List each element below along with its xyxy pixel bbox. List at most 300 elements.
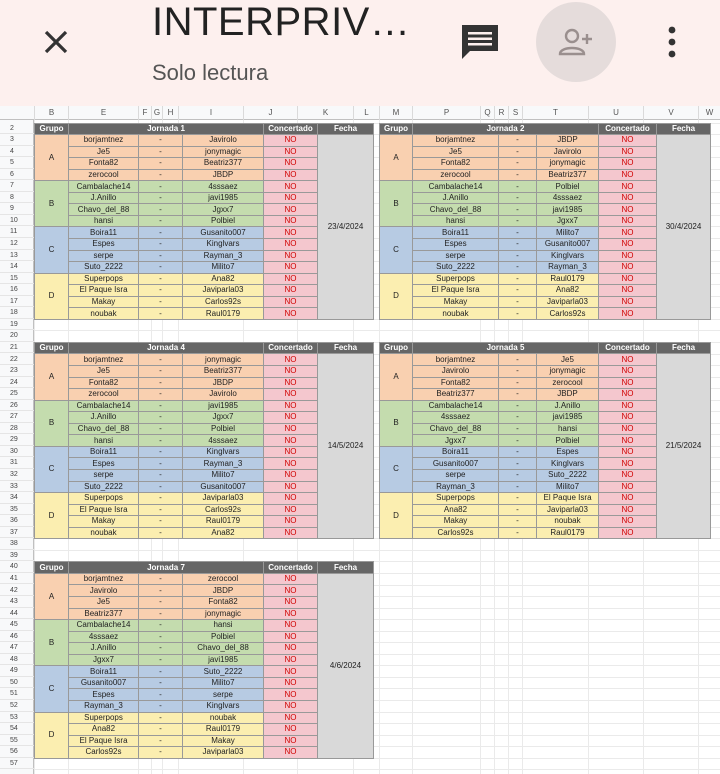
away-player[interactable]: javi1985: [537, 412, 599, 424]
away-player[interactable]: Jgxx7: [537, 215, 599, 227]
row-header[interactable]: 40: [0, 561, 34, 573]
home-player[interactable]: Chavo_del_88: [69, 423, 139, 435]
concertado-cell[interactable]: NO: [599, 135, 657, 147]
separator[interactable]: -: [139, 620, 183, 632]
home-player[interactable]: zerocool: [69, 169, 139, 181]
column-header[interactable]: I: [178, 106, 243, 120]
concertado-cell[interactable]: NO: [264, 747, 318, 759]
concertado-cell[interactable]: NO: [599, 469, 657, 481]
column-header[interactable]: M: [379, 106, 412, 120]
home-player[interactable]: Jgxx7: [69, 654, 139, 666]
away-player[interactable]: jonymagic: [183, 608, 264, 620]
concertado-cell[interactable]: NO: [599, 285, 657, 297]
concertado-cell[interactable]: NO: [599, 158, 657, 170]
separator[interactable]: -: [499, 400, 537, 412]
away-player[interactable]: Je5: [537, 354, 599, 366]
separator[interactable]: -: [139, 285, 183, 297]
concertado-cell[interactable]: NO: [264, 423, 318, 435]
home-player[interactable]: serpe: [69, 469, 139, 481]
row-header[interactable]: 15: [0, 273, 34, 285]
away-player[interactable]: zerocool: [183, 573, 264, 585]
separator[interactable]: -: [499, 423, 537, 435]
separator[interactable]: -: [499, 377, 537, 389]
concertado-cell[interactable]: NO: [264, 493, 318, 505]
separator[interactable]: -: [499, 215, 537, 227]
home-player[interactable]: borjamtnez: [413, 135, 499, 147]
row-header[interactable]: 22: [0, 354, 34, 366]
concertado-cell[interactable]: NO: [264, 308, 318, 320]
away-player[interactable]: Makay: [183, 735, 264, 747]
home-player[interactable]: El Paque Isra: [413, 285, 499, 297]
concertado-cell[interactable]: NO: [599, 296, 657, 308]
away-player[interactable]: zerocool: [537, 377, 599, 389]
concertado-cell[interactable]: NO: [264, 469, 318, 481]
home-player[interactable]: J.Anillo: [69, 412, 139, 424]
concertado-cell[interactable]: NO: [264, 146, 318, 158]
home-player[interactable]: Gusanito007: [413, 458, 499, 470]
concertado-cell[interactable]: NO: [264, 631, 318, 643]
home-player[interactable]: J.Anillo: [413, 192, 499, 204]
concertado-cell[interactable]: NO: [264, 377, 318, 389]
separator[interactable]: -: [139, 481, 183, 493]
group-label[interactable]: A: [35, 354, 69, 400]
separator[interactable]: -: [139, 204, 183, 216]
home-player[interactable]: noubak: [69, 527, 139, 539]
home-player[interactable]: Je5: [69, 597, 139, 609]
home-player[interactable]: Cambalache14: [69, 620, 139, 632]
away-player[interactable]: jonymagic: [537, 366, 599, 378]
away-player[interactable]: Kinglvars: [183, 700, 264, 712]
row-header[interactable]: 57: [0, 758, 34, 770]
separator[interactable]: -: [139, 181, 183, 193]
home-player[interactable]: Chavo_del_88: [69, 204, 139, 216]
concertado-cell[interactable]: NO: [264, 654, 318, 666]
separator[interactable]: -: [139, 296, 183, 308]
away-player[interactable]: El Paque Isra: [537, 493, 599, 505]
row-header[interactable]: 9: [0, 203, 34, 215]
concertado-cell[interactable]: NO: [264, 215, 318, 227]
row-header[interactable]: 4: [0, 146, 34, 158]
concertado-cell[interactable]: NO: [599, 238, 657, 250]
home-player[interactable]: Jgxx7: [413, 435, 499, 447]
concertado-cell[interactable]: NO: [264, 643, 318, 655]
row-header[interactable]: 29: [0, 434, 34, 446]
home-player[interactable]: Fonta82: [413, 158, 499, 170]
home-player[interactable]: Suto_2222: [69, 262, 139, 274]
concertado-cell[interactable]: NO: [264, 504, 318, 516]
row-header[interactable]: 25: [0, 388, 34, 400]
home-player[interactable]: Rayman_3: [69, 700, 139, 712]
separator[interactable]: -: [499, 435, 537, 447]
column-header[interactable]: P: [412, 106, 480, 120]
separator[interactable]: -: [499, 412, 537, 424]
row-header[interactable]: 47: [0, 642, 34, 654]
row-header[interactable]: 2: [0, 123, 34, 135]
row-header[interactable]: 53: [0, 712, 34, 724]
separator[interactable]: -: [139, 377, 183, 389]
home-player[interactable]: hansi: [413, 215, 499, 227]
home-player[interactable]: Superpops: [413, 273, 499, 285]
concertado-cell[interactable]: NO: [264, 389, 318, 401]
away-player[interactable]: Fonta82: [183, 597, 264, 609]
separator[interactable]: -: [139, 631, 183, 643]
home-player[interactable]: Je5: [413, 146, 499, 158]
jornada-title[interactable]: Jornada 7: [69, 562, 264, 574]
home-player[interactable]: Superpops: [413, 493, 499, 505]
home-player[interactable]: Boira11: [69, 666, 139, 678]
home-player[interactable]: 4sssaez: [69, 631, 139, 643]
away-player[interactable]: Javirolo: [537, 146, 599, 158]
row-header[interactable]: 16: [0, 284, 34, 296]
home-player[interactable]: Beatriz377: [413, 389, 499, 401]
separator[interactable]: -: [139, 504, 183, 516]
concertado-cell[interactable]: NO: [264, 597, 318, 609]
row-header[interactable]: 10: [0, 215, 34, 227]
column-header[interactable]: J: [243, 106, 297, 120]
column-header[interactable]: G: [151, 106, 162, 120]
concertado-header[interactable]: Concertado: [264, 123, 318, 135]
away-player[interactable]: hansi: [537, 423, 599, 435]
home-player[interactable]: hansi: [69, 215, 139, 227]
separator[interactable]: -: [499, 458, 537, 470]
away-player[interactable]: Raul0179: [183, 516, 264, 528]
column-header[interactable]: Q: [480, 106, 494, 120]
away-player[interactable]: 4sssaez: [537, 192, 599, 204]
row-header[interactable]: 31: [0, 457, 34, 469]
home-player[interactable]: zerocool: [413, 169, 499, 181]
away-player[interactable]: Javiparla03: [183, 493, 264, 505]
separator[interactable]: -: [139, 227, 183, 239]
concertado-cell[interactable]: NO: [264, 585, 318, 597]
group-label[interactable]: A: [380, 354, 413, 400]
row-header[interactable]: 33: [0, 481, 34, 493]
separator[interactable]: -: [139, 389, 183, 401]
away-player[interactable]: serpe: [183, 689, 264, 701]
home-player[interactable]: Espes: [69, 238, 139, 250]
concertado-cell[interactable]: NO: [264, 724, 318, 736]
home-player[interactable]: Beatriz377: [69, 608, 139, 620]
row-header[interactable]: 14: [0, 261, 34, 273]
concertado-cell[interactable]: NO: [599, 504, 657, 516]
home-player[interactable]: Boira11: [69, 446, 139, 458]
away-player[interactable]: Suto_2222: [183, 666, 264, 678]
away-player[interactable]: J.Anillo: [537, 400, 599, 412]
row-header[interactable]: 41: [0, 573, 34, 585]
concertado-cell[interactable]: NO: [264, 192, 318, 204]
separator[interactable]: -: [139, 435, 183, 447]
concertado-cell[interactable]: NO: [264, 296, 318, 308]
fecha-header[interactable]: Fecha: [318, 342, 374, 354]
concertado-cell[interactable]: NO: [599, 423, 657, 435]
away-player[interactable]: Kinglvars: [537, 458, 599, 470]
group-label[interactable]: C: [35, 446, 69, 492]
separator[interactable]: -: [499, 354, 537, 366]
separator[interactable]: -: [499, 446, 537, 458]
concertado-cell[interactable]: NO: [599, 458, 657, 470]
separator[interactable]: -: [499, 493, 537, 505]
away-player[interactable]: jonymagic: [183, 354, 264, 366]
concertado-cell[interactable]: NO: [599, 366, 657, 378]
grupo-header[interactable]: Grupo: [380, 342, 413, 354]
separator[interactable]: -: [499, 238, 537, 250]
concertado-cell[interactable]: NO: [264, 238, 318, 250]
home-player[interactable]: borjamtnez: [69, 573, 139, 585]
row-header[interactable]: 12: [0, 238, 34, 250]
home-player[interactable]: Makay: [413, 516, 499, 528]
group-label[interactable]: B: [35, 620, 69, 666]
away-player[interactable]: Carlos92s: [183, 504, 264, 516]
concertado-cell[interactable]: NO: [599, 273, 657, 285]
away-player[interactable]: Raul0179: [183, 724, 264, 736]
home-player[interactable]: Javirolo: [413, 366, 499, 378]
away-player[interactable]: Milito7: [537, 481, 599, 493]
away-player[interactable]: Milito7: [537, 227, 599, 239]
separator[interactable]: -: [139, 677, 183, 689]
row-header[interactable]: 24: [0, 377, 34, 389]
concertado-cell[interactable]: NO: [264, 181, 318, 193]
home-player[interactable]: borjamtnez: [413, 354, 499, 366]
home-player[interactable]: noubak: [413, 308, 499, 320]
away-player[interactable]: Javiparla03: [537, 504, 599, 516]
concertado-cell[interactable]: NO: [599, 308, 657, 320]
row-header[interactable]: 5: [0, 157, 34, 169]
group-label[interactable]: C: [35, 227, 69, 273]
home-player[interactable]: Suto_2222: [413, 262, 499, 274]
jornada-title[interactable]: Jornada 1: [69, 123, 264, 135]
away-player[interactable]: Ana82: [183, 527, 264, 539]
home-player[interactable]: borjamtnez: [69, 354, 139, 366]
home-player[interactable]: El Paque Isra: [69, 285, 139, 297]
row-header[interactable]: 28: [0, 423, 34, 435]
home-player[interactable]: Ana82: [413, 504, 499, 516]
separator[interactable]: -: [499, 181, 537, 193]
row-header[interactable]: 51: [0, 688, 34, 700]
away-player[interactable]: Gusanito007: [183, 227, 264, 239]
group-label[interactable]: D: [35, 712, 69, 758]
away-player[interactable]: Beatriz377: [183, 158, 264, 170]
row-header[interactable]: 56: [0, 746, 34, 758]
away-player[interactable]: Ana82: [537, 285, 599, 297]
row-header[interactable]: 6: [0, 169, 34, 181]
concertado-cell[interactable]: NO: [599, 204, 657, 216]
home-player[interactable]: Je5: [69, 146, 139, 158]
grupo-header[interactable]: Grupo: [35, 342, 69, 354]
jornada-title[interactable]: Jornada 2: [413, 123, 599, 135]
separator[interactable]: -: [499, 504, 537, 516]
group-label[interactable]: D: [380, 493, 413, 539]
away-player[interactable]: Raul0179: [537, 527, 599, 539]
row-header[interactable]: 30: [0, 446, 34, 458]
row-header[interactable]: 32: [0, 469, 34, 481]
concertado-cell[interactable]: NO: [599, 481, 657, 493]
column-header[interactable]: H: [162, 106, 178, 120]
group-label[interactable]: A: [35, 135, 69, 181]
concertado-cell[interactable]: NO: [599, 516, 657, 528]
away-player[interactable]: JBDP: [537, 135, 599, 147]
group-label[interactable]: D: [380, 273, 413, 319]
away-player[interactable]: Suto_2222: [537, 469, 599, 481]
column-header[interactable]: K: [297, 106, 353, 120]
concertado-cell[interactable]: NO: [264, 135, 318, 147]
concertado-cell[interactable]: NO: [599, 227, 657, 239]
concertado-cell[interactable]: NO: [264, 285, 318, 297]
home-player[interactable]: Boira11: [413, 227, 499, 239]
away-player[interactable]: Jgxx7: [183, 204, 264, 216]
home-player[interactable]: Fonta82: [69, 158, 139, 170]
separator[interactable]: -: [139, 493, 183, 505]
concertado-cell[interactable]: NO: [599, 389, 657, 401]
separator[interactable]: -: [139, 469, 183, 481]
column-header[interactable]: R: [494, 106, 508, 120]
separator[interactable]: -: [499, 273, 537, 285]
away-player[interactable]: Polbiel: [537, 181, 599, 193]
separator[interactable]: -: [139, 585, 183, 597]
group-label[interactable]: C: [380, 446, 413, 492]
concertado-cell[interactable]: NO: [264, 608, 318, 620]
away-player[interactable]: Milito7: [183, 262, 264, 274]
away-player[interactable]: Jgxx7: [183, 412, 264, 424]
row-header[interactable]: 19: [0, 319, 34, 331]
concertado-cell[interactable]: NO: [264, 250, 318, 262]
column-header[interactable]: S: [508, 106, 522, 120]
away-player[interactable]: Rayman_3: [537, 262, 599, 274]
concertado-cell[interactable]: NO: [264, 366, 318, 378]
home-player[interactable]: Gusanito007: [69, 677, 139, 689]
away-player[interactable]: Chavo_del_88: [183, 643, 264, 655]
separator[interactable]: -: [499, 527, 537, 539]
away-player[interactable]: jonymagic: [183, 146, 264, 158]
concertado-cell[interactable]: NO: [264, 689, 318, 701]
concertado-header[interactable]: Concertado: [264, 342, 318, 354]
separator[interactable]: -: [139, 446, 183, 458]
fecha-cell[interactable]: 4/6/2024: [318, 573, 374, 758]
column-header[interactable]: F: [138, 106, 151, 120]
row-header[interactable]: 49: [0, 665, 34, 677]
separator[interactable]: -: [139, 654, 183, 666]
row-header[interactable]: 46: [0, 631, 34, 643]
comments-button[interactable]: [458, 22, 502, 62]
row-header[interactable]: 11: [0, 226, 34, 238]
concertado-cell[interactable]: NO: [264, 169, 318, 181]
away-player[interactable]: javi1985: [183, 654, 264, 666]
separator[interactable]: -: [139, 608, 183, 620]
separator[interactable]: -: [139, 238, 183, 250]
separator[interactable]: -: [139, 354, 183, 366]
fecha-header[interactable]: Fecha: [318, 123, 374, 135]
home-player[interactable]: J.Anillo: [69, 643, 139, 655]
column-header[interactable]: U: [588, 106, 643, 120]
away-player[interactable]: Carlos92s: [537, 308, 599, 320]
row-header[interactable]: 18: [0, 307, 34, 319]
row-header[interactable]: 13: [0, 250, 34, 262]
concertado-cell[interactable]: NO: [264, 446, 318, 458]
away-player[interactable]: Kinglvars: [183, 238, 264, 250]
row-header[interactable]: 43: [0, 596, 34, 608]
home-player[interactable]: Superpops: [69, 712, 139, 724]
concertado-cell[interactable]: NO: [264, 620, 318, 632]
away-player[interactable]: noubak: [537, 516, 599, 528]
separator[interactable]: -: [139, 215, 183, 227]
separator[interactable]: -: [139, 192, 183, 204]
concertado-cell[interactable]: NO: [264, 158, 318, 170]
separator[interactable]: -: [499, 516, 537, 528]
spreadsheet-grid[interactable]: [0, 106, 720, 774]
separator[interactable]: -: [139, 747, 183, 759]
concertado-cell[interactable]: NO: [599, 493, 657, 505]
home-player[interactable]: Boira11: [413, 446, 499, 458]
away-player[interactable]: jonymagic: [537, 158, 599, 170]
home-player[interactable]: Chavo_del_88: [413, 423, 499, 435]
row-header[interactable]: 37: [0, 527, 34, 539]
home-player[interactable]: Makay: [413, 296, 499, 308]
row-header[interactable]: 21: [0, 342, 34, 354]
row-header[interactable]: 55: [0, 735, 34, 747]
separator[interactable]: -: [139, 527, 183, 539]
home-player[interactable]: Makay: [69, 296, 139, 308]
separator[interactable]: -: [499, 481, 537, 493]
row-header[interactable]: 54: [0, 723, 34, 735]
concertado-cell[interactable]: NO: [264, 354, 318, 366]
separator[interactable]: -: [139, 250, 183, 262]
concertado-cell[interactable]: NO: [599, 215, 657, 227]
home-player[interactable]: Cambalache14: [69, 400, 139, 412]
group-label[interactable]: D: [35, 493, 69, 539]
home-player[interactable]: hansi: [69, 435, 139, 447]
separator[interactable]: -: [499, 158, 537, 170]
away-player[interactable]: Polbiel: [537, 435, 599, 447]
fecha-header[interactable]: Fecha: [318, 562, 374, 574]
concertado-cell[interactable]: NO: [599, 181, 657, 193]
home-player[interactable]: J.Anillo: [69, 192, 139, 204]
row-header[interactable]: 7: [0, 180, 34, 192]
concertado-header[interactable]: Concertado: [599, 342, 657, 354]
concertado-cell[interactable]: NO: [264, 435, 318, 447]
separator[interactable]: -: [499, 296, 537, 308]
away-player[interactable]: javi1985: [183, 400, 264, 412]
away-player[interactable]: Raul0179: [537, 273, 599, 285]
away-player[interactable]: hansi: [183, 620, 264, 632]
column-header[interactable]: B: [34, 106, 68, 120]
home-player[interactable]: El Paque Isra: [69, 735, 139, 747]
concertado-cell[interactable]: NO: [264, 666, 318, 678]
away-player[interactable]: JBDP: [183, 169, 264, 181]
away-player[interactable]: noubak: [183, 712, 264, 724]
concertado-cell[interactable]: NO: [264, 712, 318, 724]
jornada-title[interactable]: Jornada 5: [413, 342, 599, 354]
home-player[interactable]: serpe: [69, 250, 139, 262]
close-button[interactable]: [36, 22, 76, 62]
away-player[interactable]: Ana82: [183, 273, 264, 285]
home-player[interactable]: Suto_2222: [69, 481, 139, 493]
separator[interactable]: -: [499, 135, 537, 147]
concertado-cell[interactable]: NO: [264, 573, 318, 585]
concertado-cell[interactable]: NO: [264, 735, 318, 747]
away-player[interactable]: Milito7: [183, 469, 264, 481]
group-label[interactable]: C: [35, 666, 69, 712]
home-player[interactable]: Superpops: [69, 493, 139, 505]
grupo-header[interactable]: Grupo: [35, 123, 69, 135]
separator[interactable]: -: [139, 700, 183, 712]
away-player[interactable]: Rayman_3: [183, 458, 264, 470]
away-player[interactable]: JBDP: [537, 389, 599, 401]
row-header[interactable]: 23: [0, 365, 34, 377]
more-options-button[interactable]: [662, 22, 682, 62]
concertado-header[interactable]: Concertado: [264, 562, 318, 574]
away-player[interactable]: Beatriz377: [537, 169, 599, 181]
home-player[interactable]: Rayman_3: [413, 481, 499, 493]
concertado-cell[interactable]: NO: [599, 412, 657, 424]
concertado-cell[interactable]: NO: [264, 527, 318, 539]
